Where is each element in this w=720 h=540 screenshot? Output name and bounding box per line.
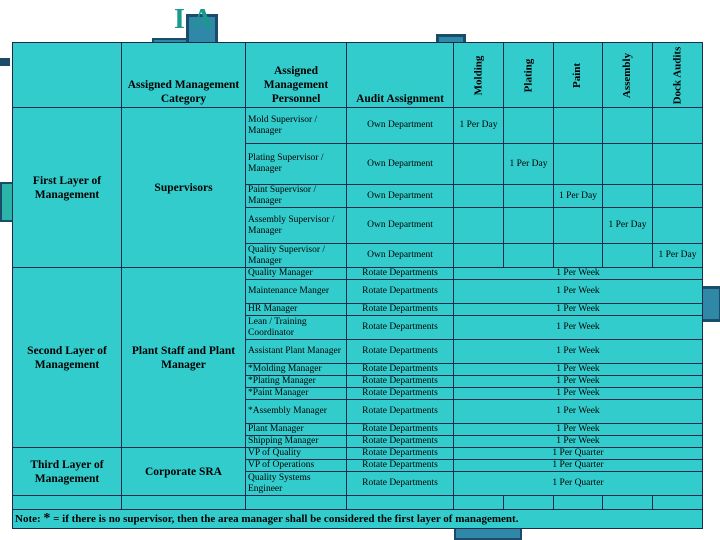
audit-cell: Own Department [347,108,454,144]
layer-name: Third Layer of Management [13,448,122,496]
frequency-cell: 1 Per Week [454,268,703,280]
empty-cell [454,208,504,244]
frequency-cell: 1 Per Week [454,280,703,304]
frequency-cell: 1 Per Quarter [454,460,703,472]
frequency-cell: 1 Per Week [454,364,703,376]
frequency-cell: 1 Per Quarter [454,472,703,496]
empty-cell [454,144,504,185]
empty-cell [246,496,347,510]
empty-cell [504,244,554,268]
audit-cell: Own Department [347,185,454,208]
personnel-cell: Mold Supervisor / Manager [246,108,347,144]
personnel-cell: Maintenance Manger [246,280,347,304]
empty-cell [554,496,603,510]
frequency-cell: 1 Per Week [454,340,703,364]
slide-title-fragment: I A [174,4,214,35]
empty-cell [653,144,703,185]
personnel-cell: Plant Manager [246,424,347,436]
audit-schedule-table [12,42,703,529]
empty-cell [347,496,454,510]
header-molding: Molding [454,43,504,108]
empty-cell [554,244,603,268]
audit-cell: Rotate Departments [347,472,454,496]
frequency-cell: 1 Per Week [454,304,703,316]
empty-cell [603,496,653,510]
table-row [13,510,703,529]
audit-cell: Rotate Departments [347,280,454,304]
personnel-cell: Paint Supervisor / Manager [246,185,347,208]
footnote-text: = if there is no supervisor, then the area manager shall be considered the first layer of management. [50,513,519,525]
empty-cell [454,244,504,268]
personnel-cell: HR Manager [246,304,347,316]
empty-cell [554,144,603,185]
empty-cell [603,144,653,185]
personnel-cell: Assistant Plant Manager [246,340,347,364]
frequency-cell: 1 Per Week [454,436,703,448]
header-blank [13,43,122,108]
audit-cell: Rotate Departments [347,364,454,376]
layer-name: Second Layer of Management [13,268,122,448]
personnel-cell: Assembly Supervisor / Manager [246,208,347,244]
header-personnel: Assigned Management Personnel [246,43,347,108]
header-audit: Audit Assignment [347,43,454,108]
personnel-cell: VP of Operations [246,460,347,472]
frequency-cell: 1 Per Day [454,108,504,144]
layer-category: Corporate SRA [122,448,246,496]
header-dock-audits: Dock Audits [653,43,703,108]
table-row [13,268,703,280]
audit-cell: Own Department [347,244,454,268]
header-paint: Paint [554,43,603,108]
layer-category: Supervisors [122,108,246,268]
decor-square [700,286,720,322]
empty-cell [504,208,554,244]
personnel-cell: Lean / Training Coordinator [246,316,347,340]
frequency-cell: 1 Per Week [454,424,703,436]
personnel-cell: Plating Supervisor / Manager [246,144,347,185]
audit-cell: Rotate Departments [347,448,454,460]
audit-cell: Rotate Departments [347,340,454,364]
frequency-cell: 1 Per Week [454,388,703,400]
frequency-cell: 1 Per Quarter [454,448,703,460]
personnel-cell: Quality Systems Engineer [246,472,347,496]
personnel-cell: *Paint Manager [246,388,347,400]
empty-cell [554,208,603,244]
frequency-cell: 1 Per Week [454,400,703,424]
footnote [13,510,703,529]
header-category: Assigned Management Category [122,43,246,108]
audit-cell: Rotate Departments [347,304,454,316]
audit-cell: Rotate Departments [347,316,454,340]
audit-cell: Rotate Departments [347,376,454,388]
audit-cell: Rotate Departments [347,400,454,424]
personnel-cell: Quality Manager [246,268,347,280]
empty-cell [603,185,653,208]
table-row [13,108,703,144]
audit-cell: Rotate Departments [347,268,454,280]
frequency-cell: 1 Per Day [653,244,703,268]
footnote-star: * [43,511,51,526]
empty-cell [603,244,653,268]
personnel-cell: *Molding Manager [246,364,347,376]
audit-cell: Own Department [347,144,454,185]
empty-cell [653,108,703,144]
personnel-cell: *Plating Manager [246,376,347,388]
empty-cell [504,185,554,208]
empty-cell [554,108,603,144]
empty-cell [122,496,246,510]
layer-category: Plant Staff and Plant Manager [122,268,246,448]
header-assembly: Assembly [603,43,653,108]
empty-cell [653,208,703,244]
frequency-cell: 1 Per Week [454,316,703,340]
frequency-cell: 1 Per Week [454,376,703,388]
personnel-cell: VP of Quality [246,448,347,460]
empty-cell [603,108,653,144]
empty-cell [653,185,703,208]
personnel-cell: *Assembly Manager [246,400,347,424]
frequency-cell: 1 Per Day [603,208,653,244]
empty-cell [454,185,504,208]
audit-cell: Own Department [347,208,454,244]
empty-cell [504,496,554,510]
audit-cell: Rotate Departments [347,388,454,400]
personnel-cell: Quality Supervisor / Manager [246,244,347,268]
frequency-cell: 1 Per Day [504,144,554,185]
personnel-cell: Shipping Manager [246,436,347,448]
empty-cell [653,496,703,510]
empty-cell [454,496,504,510]
audit-cell: Rotate Departments [347,436,454,448]
empty-cell [13,496,122,510]
footnote-prefix: Note: [15,513,44,525]
layer-name: First Layer of Management [13,108,122,268]
table-row [13,448,703,460]
decor-square [0,58,10,66]
audit-cell: Rotate Departments [347,424,454,436]
header-plating: Plating [504,43,554,108]
frequency-cell: 1 Per Day [554,185,603,208]
audit-cell: Rotate Departments [347,460,454,472]
empty-cell [504,108,554,144]
table-row [13,496,703,510]
